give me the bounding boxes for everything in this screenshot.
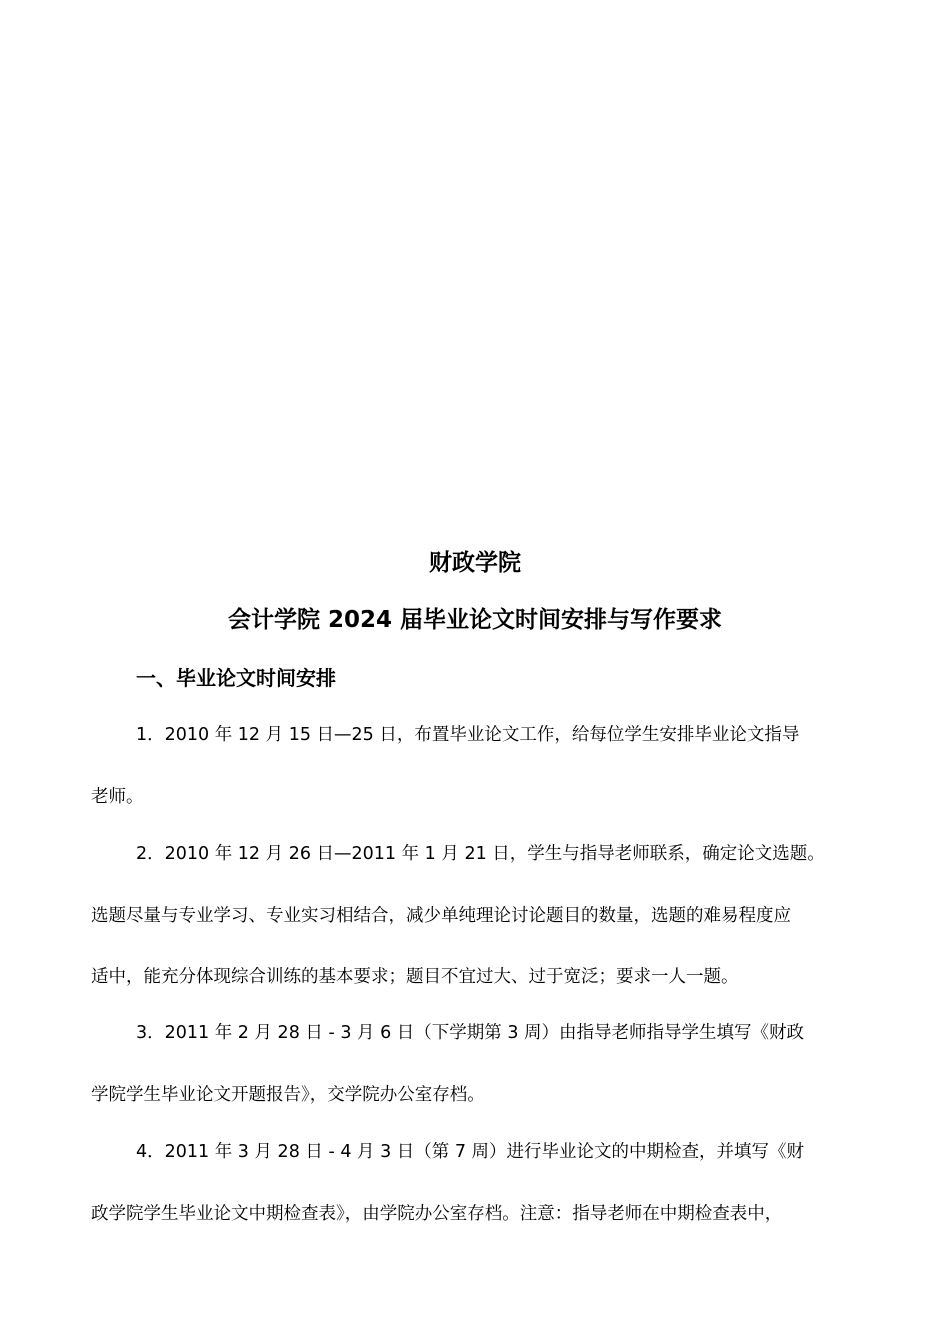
item-3-line-2: 学院学生毕业论文开题报告》，交学院办公室存档。 xyxy=(91,1085,485,1105)
item-2-line-1: 2．2010 年 12 月 26 日—2011 年 1 月 21 日，学生与指导老师联系，确定论文选题。 xyxy=(136,844,825,864)
item-2-line-3: 适中，能充分体现综合训练的基本要求；题目不宜过大、过于宽泛；要求一人一题。 xyxy=(91,967,739,987)
item-4-line-1: 4．2011 年 3 月 28 日 - 4 月 3 日（第 7 周）进行毕业论文的中期检查，并填写《财 xyxy=(136,1142,805,1162)
section-heading-schedule: 一、毕业论文时间安排 xyxy=(136,666,336,690)
item-2-line-2: 选题尽量与专业学习、专业实习相结合，减少单纯理论讨论题目的数量，选题的难易程度应 xyxy=(91,906,791,926)
item-4-line-2: 政学院学生毕业论文中期检查表》，由学院办公室存档。注意：指导老师在中期检查表中， xyxy=(91,1204,783,1224)
item-3-line-1: 3．2011 年 2 月 28 日 - 3 月 6 日（下学期第 3 周）由指导老师指导学生填写《财政 xyxy=(136,1023,805,1043)
item-1-line-2: 老师。 xyxy=(91,787,144,807)
item-1-line-1: 1．2010 年 12 月 15 日—25 日，布置毕业论文工作，给每位学生安排毕业论文指导 xyxy=(136,725,800,745)
organization-title: 财政学院 xyxy=(429,550,521,576)
document-title: 会计学院 2024 届毕业论文时间安排与写作要求 xyxy=(227,607,723,633)
